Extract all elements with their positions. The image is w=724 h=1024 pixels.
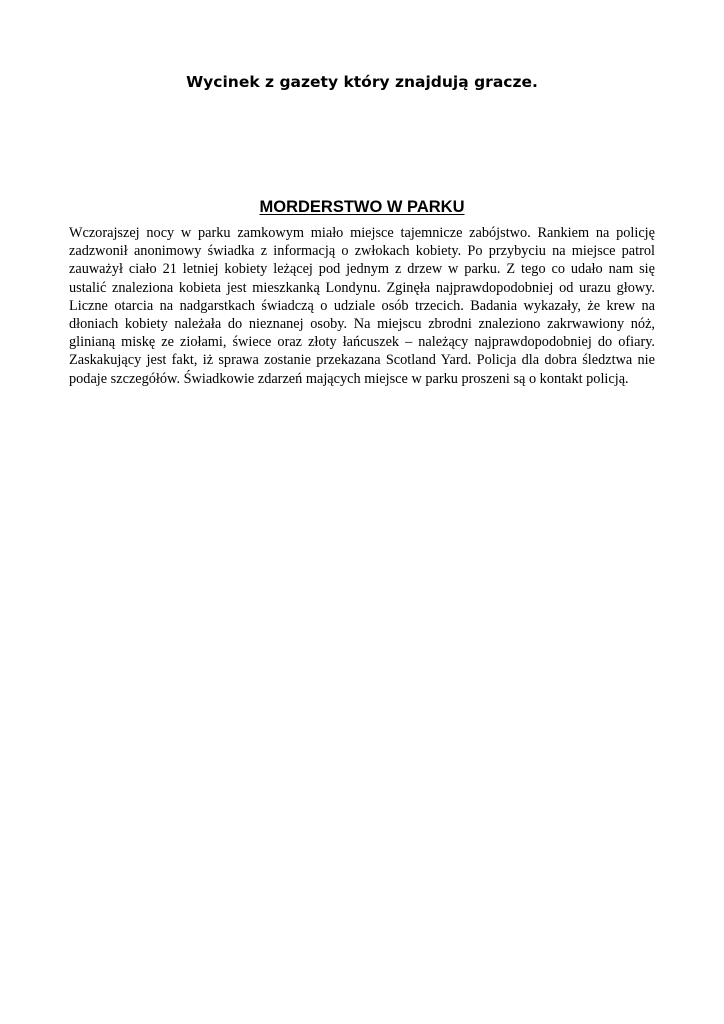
article-line: ustalić znaleziona kobieta jest mieszkanką Londynu. Zginęła najprawdopodobniej od urazu głowy. [69, 279, 655, 296]
article-line: Liczne otarcia na nadgarstkach świadczą o udziale osób trzecich. Badania wykazały, że krew na [69, 297, 655, 314]
article-line: zadzwonił anonimowy świadka z informacją o zwłokach kobiety. Po przybyciu na miejsce patrol [69, 243, 655, 260]
article-line: Zaskakujący jest fakt, iż sprawa zostanie przekazana Scotland Yard. Policja dla dobra śledztwa nie [69, 352, 655, 369]
article-title: MORDERSTWO W PARKU [259, 198, 465, 216]
article-line: podaje szczegółów. Świadkowie zdarzeń mających miejsce w parku proszeni są o kontakt policją. [69, 370, 629, 387]
article-line: dłoniach kobiety należała do nieznanej osoby. Na miejscu zbrodni znaleziono zakrwawiony nóż, [69, 316, 655, 333]
article-line: zauważył ciało 21 letniej kobiety leżącej pod jednym z drzew w parku. Z tego co udało nam się [69, 261, 655, 278]
document-heading: Wycinek z gazety który znajdują gracze. [186, 73, 538, 91]
article-body [69, 224, 655, 388]
article-line: Wczorajszej nocy w parku zamkowym miało miejsce tajemnicze zabójstwo. Rankiem na policję [69, 225, 655, 241]
article-line: glinianą miskę ze ziołami, świece oraz złoty łańcuszek – należący najprawdopodobniej do ofiary. [69, 334, 655, 351]
